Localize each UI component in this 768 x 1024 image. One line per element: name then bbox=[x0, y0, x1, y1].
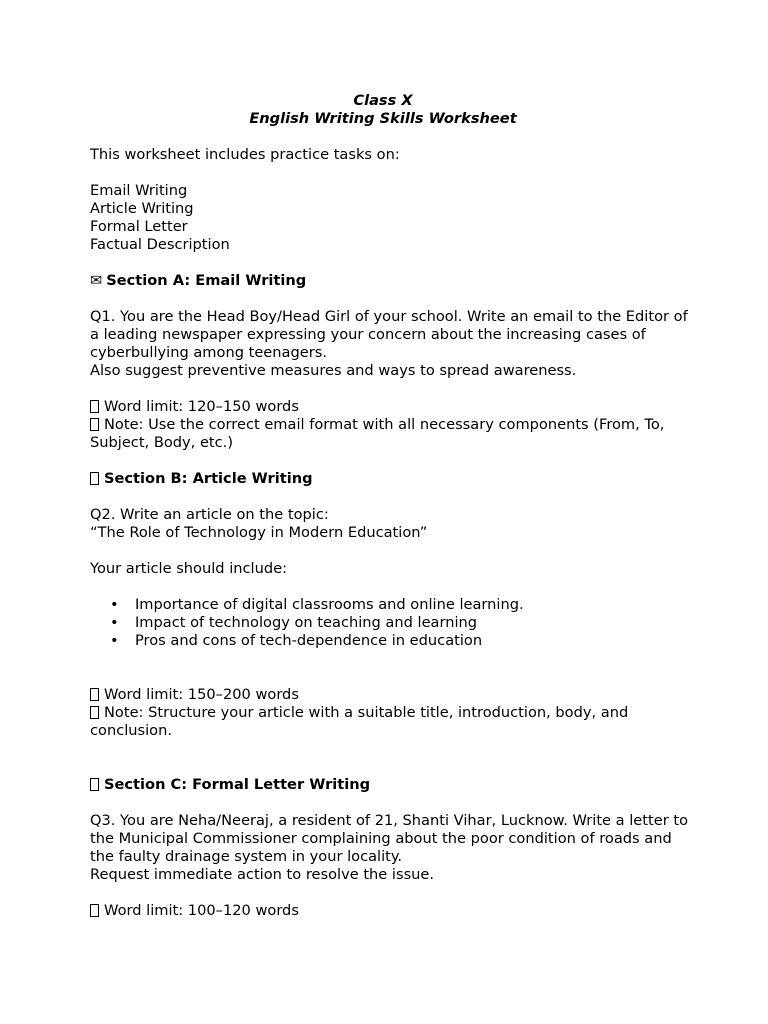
missing-glyph-icon bbox=[90, 400, 99, 413]
list-item bbox=[90, 614, 690, 632]
list-item bbox=[90, 596, 690, 614]
topic-letter: Formal Letter bbox=[90, 218, 188, 235]
section-b-points bbox=[90, 596, 690, 650]
section-b-heading bbox=[90, 470, 690, 488]
section-c-word-limit bbox=[90, 902, 690, 920]
worksheet-title: English Writing Skills Worksheet bbox=[249, 110, 517, 127]
list-item-text: Impact of technology on teaching and learning bbox=[135, 614, 478, 631]
section-c-heading bbox=[90, 776, 690, 794]
section-a-word-limit bbox=[90, 398, 690, 416]
list-item-text: Pros and cons of tech-dependence in education bbox=[135, 632, 483, 649]
section-a-note-text: Note: Use the correct email format with all necessary components (From, To, Subject, Body, etc.) bbox=[90, 416, 670, 451]
bullet-icon: • bbox=[110, 614, 119, 631]
section-c-question-extra: Request immediate action to resolve the issue. bbox=[90, 866, 435, 883]
section-a-note bbox=[90, 416, 690, 452]
section-b-heading-text: Section B: Article Writing bbox=[104, 470, 313, 487]
section-a-question-extra: Also suggest preventive measures and ways to spread awareness. bbox=[90, 362, 577, 379]
topic-email: Email Writing bbox=[90, 182, 188, 199]
section-a-heading-text: Section A: Email Writing bbox=[106, 272, 307, 289]
section-c-question: Q3. You are Neha/Neeraj, a resident of 21, Shanti Vihar, Lucknow. Write a letter to the Municipal Commissioner complaining about the poor condition of roads and the faulty drainage system in your locality. bbox=[90, 812, 693, 865]
section-c-word-limit-text: Word limit: 100–120 words bbox=[104, 902, 299, 919]
topic-description: Factual Description bbox=[90, 236, 230, 253]
section-b-question: Q2. Write an article on the topic: bbox=[90, 506, 329, 523]
section-b-word-limit bbox=[90, 686, 690, 704]
section-c-heading-text: Section C: Formal Letter Writing bbox=[104, 776, 371, 793]
missing-glyph-icon bbox=[90, 472, 99, 485]
section-a-heading bbox=[90, 272, 690, 290]
bullet-icon: • bbox=[110, 632, 119, 649]
missing-glyph-icon bbox=[90, 778, 99, 791]
section-b-include-label: Your article should include: bbox=[90, 560, 287, 577]
missing-glyph-icon bbox=[90, 706, 99, 719]
topic-article: Article Writing bbox=[90, 200, 194, 217]
list-item-text: Importance of digital classrooms and online learning. bbox=[135, 596, 524, 613]
class-heading: Class X bbox=[353, 92, 413, 109]
missing-glyph-icon bbox=[90, 904, 99, 917]
section-b-word-limit-text: Word limit: 150–200 words bbox=[104, 686, 299, 703]
section-a-word-limit-text: Word limit: 120–150 words bbox=[104, 398, 299, 415]
section-b-topic: “The Role of Technology in Modern Education” bbox=[90, 524, 428, 541]
worksheet-content bbox=[90, 92, 693, 920]
missing-glyph-icon bbox=[90, 688, 99, 701]
envelope-icon: ✉ bbox=[90, 272, 103, 289]
section-b-note-text: Note: Structure your article with a suitable title, introduction, body, and conclusion. bbox=[90, 704, 633, 739]
bullet-icon: • bbox=[110, 596, 119, 613]
intro-text: This worksheet includes practice tasks on: bbox=[90, 146, 400, 163]
list-item bbox=[90, 632, 690, 650]
missing-glyph-icon bbox=[90, 418, 99, 431]
section-a-question: Q1. You are the Head Boy/Head Girl of your school. Write an email to the Editor of a leading newspaper expressing your concern about the increasing cases of cyberbullying among teenagers. bbox=[90, 308, 693, 361]
section-b-note bbox=[90, 704, 690, 740]
